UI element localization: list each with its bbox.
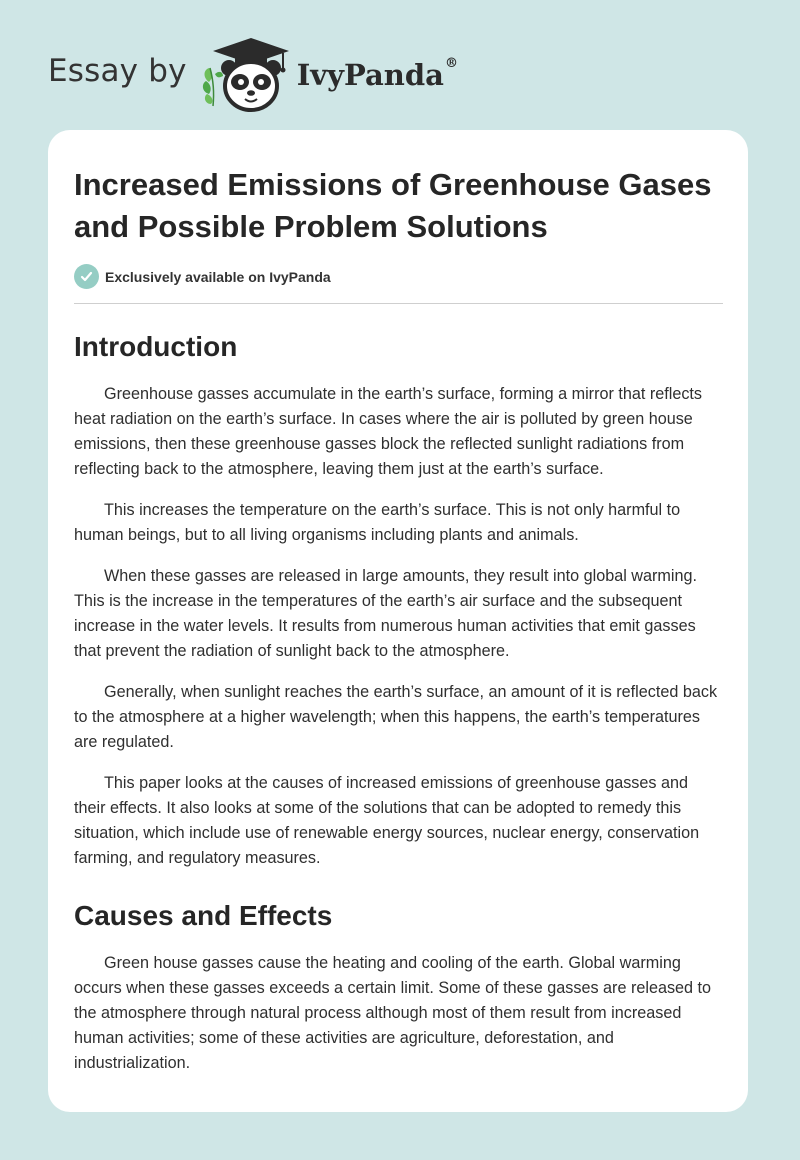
site-header bbox=[48, 34, 458, 114]
essay-card bbox=[48, 130, 748, 1112]
registered-mark: ® bbox=[444, 56, 458, 71]
essay-content bbox=[74, 164, 723, 1076]
paragraph: This paper looks at the causes of increased emissions of greenhouse gasses and their effects. It also looks at some of the solutions that can be adopted to remedy this situation, which include use of renewable energy sources, nuclear energy, conservation farming, and regulatory measures. bbox=[74, 774, 700, 867]
introduction-body bbox=[74, 382, 723, 871]
paragraph: Green house gasses cause the heating and cooling of the earth. Global warming occurs when these gasses exceeds a certain limit. Some of these gasses are released to the atmosphere through natural process although most of them result from increased human activities; some of these activities are agriculture, deforestation, and industrialization. bbox=[74, 954, 712, 1072]
check-icon bbox=[74, 264, 99, 289]
exclusive-badge bbox=[74, 264, 723, 289]
causes-body bbox=[74, 951, 723, 1076]
panda-logo-icon bbox=[201, 34, 293, 114]
paragraph: This increases the temperature on the earth’s surface. This is not only harmful to human beings, but to all living organisms including plants and animals. bbox=[74, 501, 681, 544]
section-heading-introduction: Introduction bbox=[74, 331, 238, 362]
essay-by-label: Essay by bbox=[48, 53, 187, 89]
paragraph: Greenhouse gasses accumulate in the earth’s surface, forming a mirror that reflects heat radiation on the earth’s surface. In cases where the air is polluted by green house emissions, then these greenhouse gasses block the reflected sunlight radiations from reflecting back to the atmosphere, leaving them just at the earth’s surface. bbox=[74, 385, 703, 478]
paragraph: When these gasses are released in large amounts, they result into global warming. This is the increase in the temperatures of the earth’s air surface and the subsequent increase in the water levels. It results from numerous human activities that emit gasses that prevent the radiation of sunlight back to the atmosphere. bbox=[74, 567, 697, 660]
section-heading-causes-and-effects: Causes and Effects bbox=[74, 900, 333, 931]
brand-name: IvyPanda® bbox=[296, 56, 458, 92]
exclusive-text: Exclusively available on IvyPanda bbox=[105, 268, 331, 285]
ivypanda-logo[interactable] bbox=[201, 34, 458, 114]
divider bbox=[74, 303, 723, 304]
paragraph: Generally, when sunlight reaches the earth’s surface, an amount of it is reflected back to the atmosphere at a higher wavelength; when this happens, the earth’s temperatures are regulated. bbox=[74, 683, 718, 751]
essay-title: Increased Emissions of Greenhouse Gases and Possible Problem Solutions bbox=[74, 167, 712, 244]
